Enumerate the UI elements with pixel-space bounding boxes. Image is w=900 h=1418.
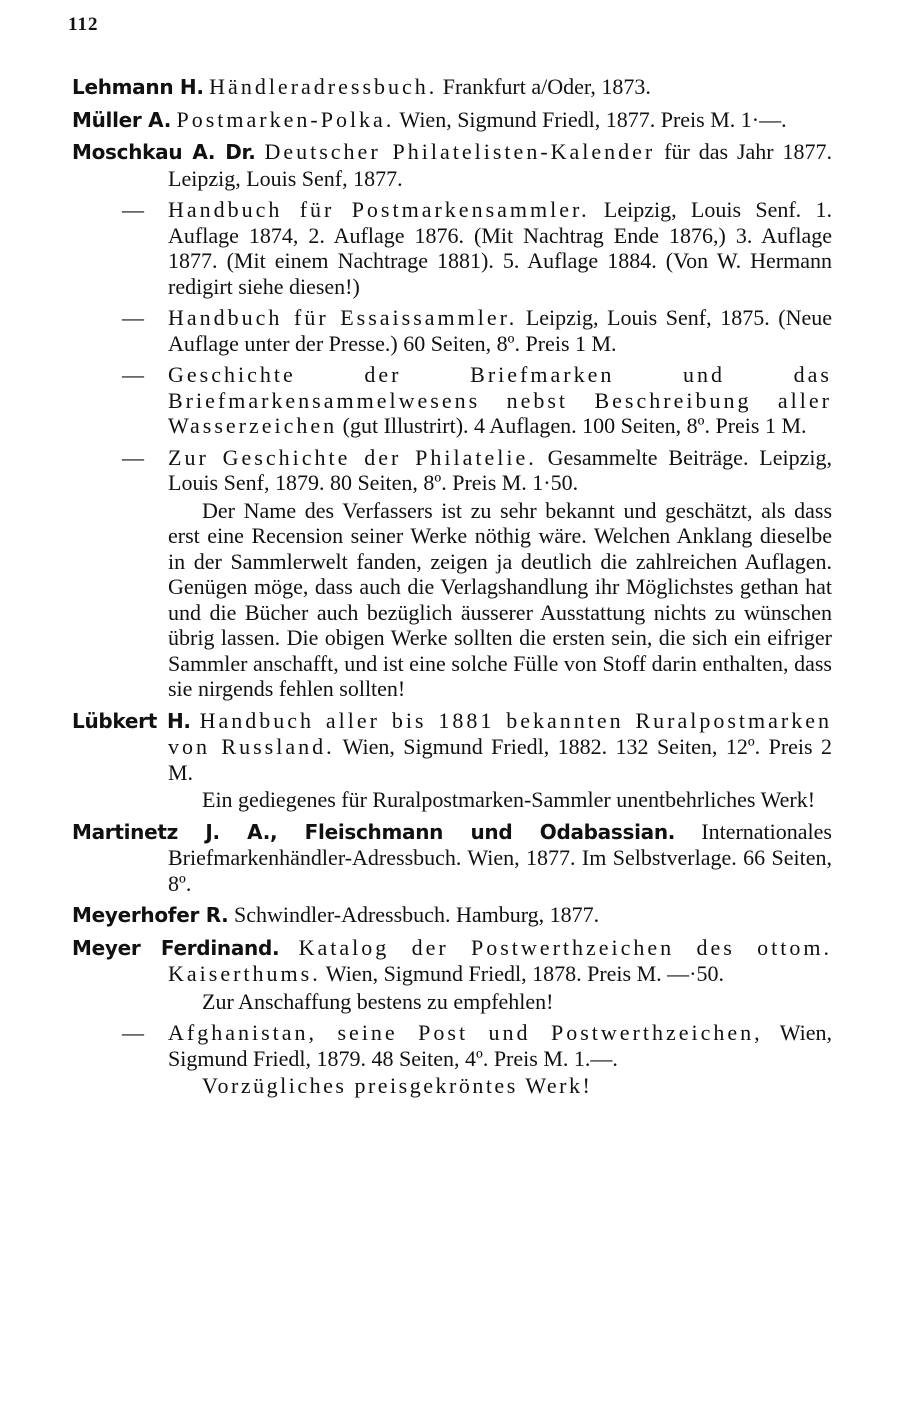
entry-publication: (gut Illustrirt). 4 Auflagen. 100 Seiten, 8º. Preis 1 M. <box>337 413 807 438</box>
entry-publication: Leipzig, Louis Senf, 1875. (Neue Auflage unter der Presse.) 60 Seiten, 8º. Preis 1 M. <box>168 305 833 356</box>
entry-title: Afghanistan, seine Post und Postwerthzeichen, <box>168 1020 763 1045</box>
entry-author: Meyerhofer R. <box>72 903 229 927</box>
ditto-dash: — <box>122 305 144 330</box>
entry-author: Moschkau A. Dr. <box>72 140 256 164</box>
entry-review: Zur Anschaffung bestens zu empfehlen! <box>202 988 554 1014</box>
entry-review: Vorzügliches preisgekröntes Werk! <box>202 1073 593 1098</box>
page-number: 112 <box>68 14 99 35</box>
entry-publication: Leipzig, Louis Senf. 1. Auflage 1874, 2. Auflage 1876. (Mit Nachtrag Ende 1876,) 3. Auflage 1877. (Mit einem Nachtrage 1881). 5. Auflage 1884. (Von W. Hermann redigirt siehe diesen!) <box>168 197 832 299</box>
entry-publication: Hamburg, 1877. <box>450 902 600 927</box>
entry-publication: Gesammelte Beiträge. Leipzig, Louis Senf, 1879. 80 Seiten, 8º. Preis M. 1·50. <box>168 444 832 495</box>
entry-title: Zur Geschichte der Philatelie. <box>168 444 537 470</box>
list-item <box>72 935 832 987</box>
entry-author: Müller A. <box>72 107 171 132</box>
entry-publication: Wien, 1877. Im Selbstverlage. 66 Seiten, 8º. <box>168 845 832 896</box>
entry-review: Der Name des Verfassers ist zu sehr bekannt und geschätzt, als dass erst eine Recension seiner Werke nöthig wäre. Welchen Anklang dieselbe in der Sammlerwelt fanden, zeigen ja deutlich die zahlreichen Auflagen. Genügen möge, dass auch die Verlagshandlung ihr Möglichstes gethan hat und die Bücher auch bezüglich äusserer Ausstattung nichts zu wünschen übrig lassen. Die obigen Werke sollten die ersten sein, die sich ein eifriger Sammler anschafft, und ist eine solche Fülle von Stoff darin enthalten, dass sie nirgends fehlen sollten! <box>168 497 832 701</box>
entry-title: Schwindler-Adressbuch. <box>228 902 451 927</box>
entry-title: Handbuch aller bis 1881 bekannten Ruralpostmarken von Russland. <box>168 707 832 759</box>
list-item <box>72 362 832 439</box>
ditto-dash: — <box>122 362 144 387</box>
entry-publication: Frankfurt a/Oder, 1873. <box>437 74 651 99</box>
ditto-dash: — <box>122 197 144 222</box>
entry-publication: Wien, Sigmund Friedl, 1882. 132 Seiten, 12º. Preis 2 M. <box>168 734 832 785</box>
entry-author: Lübkert H. <box>72 708 191 733</box>
entry-review: Ein gediegenes für Ruralpostmarken-Sammler unentbehrliches Werk! <box>202 787 816 812</box>
entry-publication: für das Jahr 1877. Leipzig, Louis Senf, 1877. <box>168 139 832 191</box>
entry-publication: Wien, Sigmund Friedl, 1878. Preis M. —·50. <box>320 961 724 986</box>
entry-title: Händleradressbuch. <box>209 74 438 99</box>
entry-title: Katalog der Postwerthzeichen des ottom. Kaiserthums. <box>168 934 832 986</box>
entry-publication: Wien, Sigmund Friedl, 1877. Preis M. 1·—. <box>394 106 787 132</box>
entry-title: Postmarken-Polka. <box>176 106 395 132</box>
list-item <box>72 1020 832 1071</box>
list-item <box>72 902 832 929</box>
list-item <box>72 708 832 786</box>
list-item <box>72 74 832 101</box>
list-item <box>72 819 832 897</box>
ditto-dash: — <box>122 444 144 470</box>
list-item <box>72 305 832 356</box>
entry-author: Martinetz J. A., Fleischmann und Odabassian. <box>72 819 676 844</box>
entry-title: Deutscher Philatelisten-Kalender <box>264 139 656 164</box>
entry-author: Meyer Ferdinand. <box>72 935 280 960</box>
entry-author: Lehmann H. <box>72 75 204 99</box>
entry-title: Handbuch für Postmarkensammler. <box>168 197 590 222</box>
list-item <box>72 107 832 134</box>
entry-title: Geschichte der Briefmarken und das Briefmarkensammelwesens nebst Beschreibung aller Wasserzeichen <box>168 362 832 438</box>
list-item <box>72 445 832 496</box>
entry-title: Internationales Briefmarkenhändler-Adressbuch. <box>168 818 832 870</box>
entry-title: Handbuch für Essaissammler. <box>168 305 518 330</box>
bibliography-list <box>72 74 832 1105</box>
ditto-dash: — <box>122 1020 144 1045</box>
entry-publication: Wien, Sigmund Friedl, 1879. 48 Seiten, 4º. Preis M. 1.—. <box>168 1020 832 1071</box>
list-item <box>72 197 832 299</box>
list-item <box>72 139 832 191</box>
